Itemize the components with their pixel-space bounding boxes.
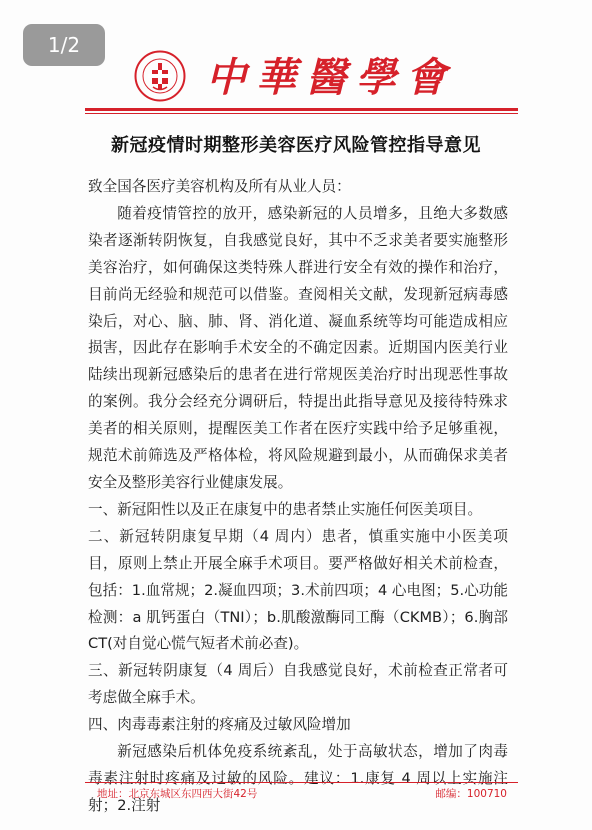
page-indicator: 1/2 bbox=[23, 24, 105, 66]
salutation: 致全国各医疗美容机构及所有从业人员： bbox=[88, 178, 351, 195]
guideline-item-4-body: 新冠感染后机体免疫系统紊乱，处于高敏状态，增加了肉毒毒素注射时疼痛及过敏的风险。建议：1.康复 4 周以上实施注射；2.注射 bbox=[88, 743, 508, 814]
guideline-item-4-heading: 四、肉毒毒素注射的疼痛及过敏风险增加 bbox=[88, 716, 351, 734]
guideline-item-2: 二、新冠转阴康复早期（4 周内）患者，慎重实施中小医美项目，原则上禁止开展全麻手术项目。要严格做好相关术前检查，包括：1.血常规；2.凝血四项；3.术前四项；4 心电图；5.心功能检测：a 肌钙蛋白（TNI）；b.肌酸激酶同工酶（CKMB）；6.胸部 CT(对自觉心慌气短者术前必查)。 bbox=[88, 527, 508, 653]
guideline-item-3: 三、新冠转阴康复（4 周后）自我感觉良好，术前检查正常者可考虑做全麻手术。 bbox=[88, 662, 508, 707]
guideline-item-1: 一、新冠阳性以及正在康复中的患者禁止实施任何医美项目。 bbox=[88, 500, 483, 518]
header-divider bbox=[85, 108, 518, 111]
header-divider-thin bbox=[85, 113, 518, 114]
footer-address: 地址：北京东城区东四西大街42号 bbox=[97, 788, 258, 800]
chinese-medical-association-seal-icon bbox=[134, 50, 186, 102]
footer-divider bbox=[85, 782, 518, 783]
footer-postcode: 邮编：100710 bbox=[435, 788, 507, 800]
document-body bbox=[88, 174, 508, 820]
organization-logo-text: 中華醫學會 bbox=[206, 54, 456, 101]
document-title: 新冠疫情时期整形美容医疗风险管控指导意见 bbox=[111, 135, 481, 156]
intro-paragraph: 随着疫情管控的放开，感染新冠的人员增多，且绝大多数感染者逐渐转阴恢复，自我感觉良好，其中不乏求美者要实施整形美容治疗，如何确保这类特殊人群进行安全有效的操作和治疗，目前尚无经验和规范可以借鉴。查阅相关文献，发现新冠病毒感染后，对心、脑、肺、肾、消化道、凝血系统等均可能造成相应损害，因此存在影响手术安全的不确定因素。近期国内医美行业陆续出现新冠感染后的患者在进行常规医美治疗时出现恶性事故的案例。我分会经充分调研后，特提出此指导意见及接待特殊求美者的相关原则，提醒医美工作者在医疗实践中给予足够重视，规范术前筛选及严格体检，将风险规避到最小，从而确保求美者安全及整形美容行业健康发展。 bbox=[88, 204, 508, 491]
